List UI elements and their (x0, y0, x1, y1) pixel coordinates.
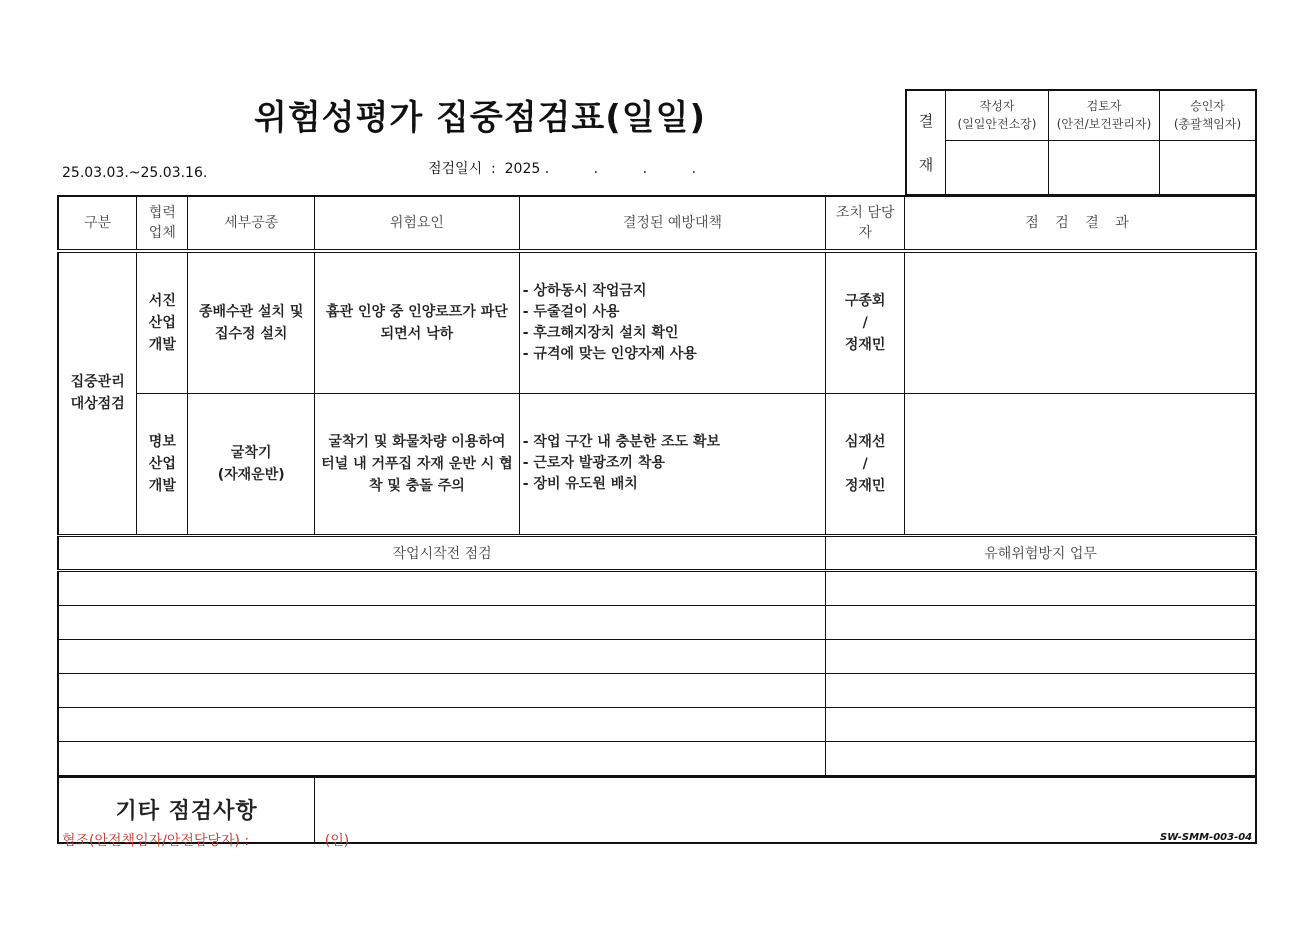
pre-work-check-label: 작업시작전 점검 (58, 535, 826, 570)
writer-sign-field[interactable] (946, 140, 1049, 195)
prevention-field[interactable] (826, 707, 1256, 741)
prevention-field[interactable] (826, 741, 1256, 776)
table-row (58, 251, 1256, 393)
section-header-row (58, 535, 1256, 570)
header-category: 구분 (58, 196, 137, 251)
pre-work-field[interactable] (58, 639, 826, 673)
approver-sign-field[interactable] (1160, 140, 1257, 195)
header-measures: 결정된 예방대책 (519, 196, 825, 251)
pre-work-field[interactable] (58, 741, 826, 776)
approval-role-writer (946, 90, 1049, 140)
prevention-field[interactable] (826, 605, 1256, 639)
reviewer-sub: (안전/보건관리자) (1056, 117, 1152, 132)
writer-title: 작성자 (979, 99, 1015, 114)
approval-side-label (906, 90, 946, 195)
pre-work-field[interactable] (58, 570, 826, 605)
inspection-period: 25.03.03.~25.03.16. (62, 165, 208, 181)
inspection-date (428, 158, 696, 178)
approval-box (905, 89, 1257, 196)
blank-row (58, 707, 1256, 741)
hazard-prevention-label: 유해위험방지 업무 (826, 535, 1256, 570)
blank-row (58, 639, 1256, 673)
cooperation-line (62, 830, 349, 850)
blank-row (58, 741, 1256, 776)
header-hazard: 위험요인 (315, 196, 520, 251)
row2-manager: 심재선 / 정재민 (826, 393, 905, 535)
approver-sub: (총괄책임자) (1173, 117, 1242, 132)
table-row (58, 393, 1256, 535)
writer-sub: (일일안전소장) (957, 117, 1037, 132)
blank-row (58, 605, 1256, 639)
cooperation-label: 협조(안전책임자/안전담당자) : (62, 833, 250, 849)
pre-work-field[interactable] (58, 605, 826, 639)
page-title: 위험성평가 집중점검표(일일) (253, 98, 707, 138)
approval-side-2: 재 (918, 155, 934, 174)
prevention-field[interactable] (826, 639, 1256, 673)
row1-result-field[interactable] (905, 251, 1256, 393)
prevention-field[interactable] (826, 673, 1256, 707)
inspection-date-label: 점검일시 (428, 161, 483, 177)
seal-label: (인) (324, 833, 350, 849)
row2-work: 굴착기 (자재운반) (188, 393, 315, 535)
inspection-table (57, 195, 1257, 844)
header-work: 세부공종 (188, 196, 315, 251)
reviewer-title: 검토자 (1086, 99, 1122, 114)
inspection-date-colon: : (491, 161, 496, 177)
category-label: 집중관리 대상점검 (58, 251, 137, 535)
pre-work-field[interactable] (58, 673, 826, 707)
pre-work-field[interactable] (58, 707, 826, 741)
row2-measures: - 작업 구간 내 충분한 조도 확보 - 근로자 발광조끼 착용 - 장비 유도원 배치 (519, 393, 825, 535)
row1-work: 종배수관 설치 및 집수정 설치 (188, 251, 315, 393)
blank-row (58, 570, 1256, 605)
row1-partner: 서진 산업 개발 (137, 251, 188, 393)
row1-hazard: 흄관 인양 중 인양로프가 파단 되면서 낙하 (315, 251, 520, 393)
header-manager: 조치 담당 자 (826, 196, 905, 251)
approval-role-reviewer (1049, 90, 1160, 140)
row2-partner: 명보 산업 개발 (137, 393, 188, 535)
approval-side-1: 결 (918, 111, 934, 130)
etc-field[interactable] (315, 776, 1256, 843)
row1-manager: 구종회 / 정재민 (826, 251, 905, 393)
row2-result-field[interactable] (905, 393, 1256, 535)
blank-row (58, 673, 1256, 707)
table-header-row (58, 196, 1256, 251)
prevention-field[interactable] (826, 570, 1256, 605)
header-partner: 협력 업체 (137, 196, 188, 251)
approval-role-approver (1160, 90, 1257, 140)
document-number: SW-SMM-003-04 (1160, 832, 1253, 843)
row2-hazard: 굴착기 및 화물차량 이용하여 터널 내 거푸집 자재 운반 시 협 착 및 충돌 주의 (315, 393, 520, 535)
approver-title: 승인자 (1190, 99, 1225, 114)
reviewer-sign-field[interactable] (1049, 140, 1160, 195)
row1-measures: - 상하동시 작업금지 - 두줄걸이 사용 - 후크해지장치 설치 확인 - 규격에 맞는 인양자제 사용 (519, 251, 825, 393)
etc-label: 기타 점검사항 (58, 776, 315, 843)
inspection-date-value: 2025 . . . . (504, 161, 697, 177)
header-result: 점 검 결 과 (905, 196, 1256, 251)
